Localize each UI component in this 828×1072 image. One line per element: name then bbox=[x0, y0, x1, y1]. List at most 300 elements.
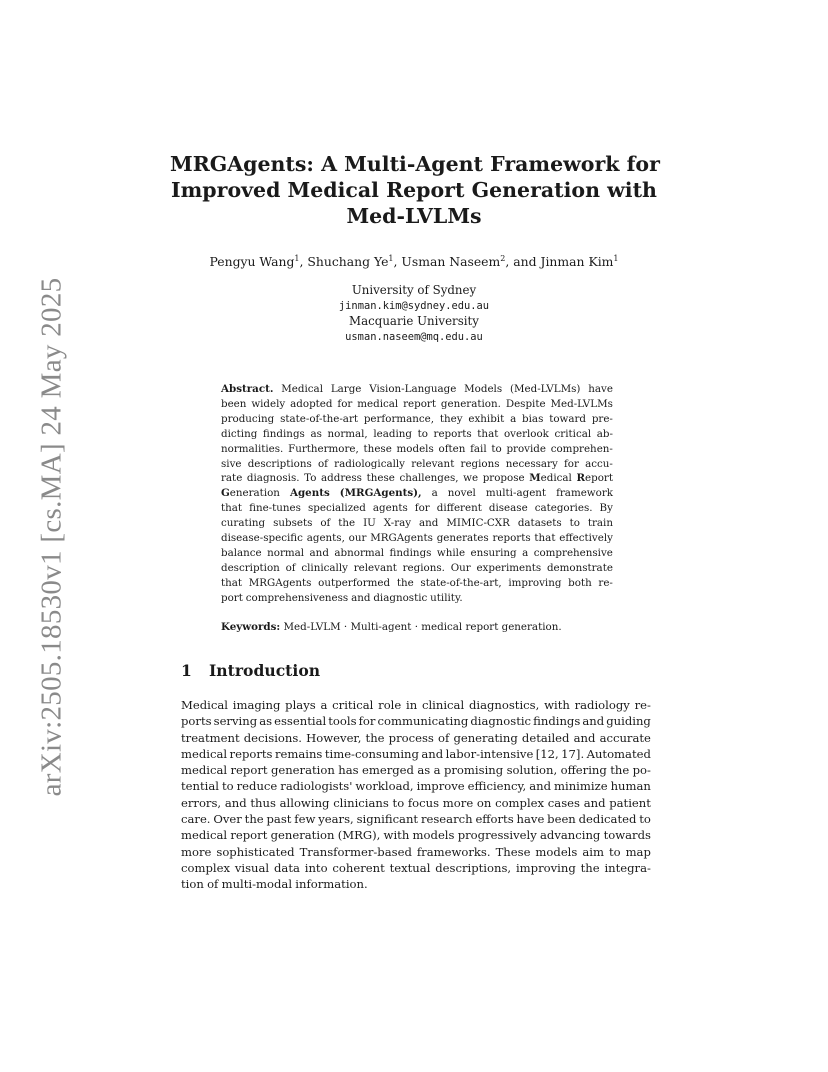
word: decisions. bbox=[243, 730, 302, 745]
word: with bbox=[383, 828, 410, 843]
author-email: jinman.kim@sydney.edu.au bbox=[338, 299, 490, 312]
section-heading bbox=[181, 661, 320, 680]
word: [12, bbox=[535, 746, 559, 761]
word: Med-LVLMs bbox=[550, 397, 613, 410]
word: to bbox=[491, 442, 502, 455]
word: and bbox=[529, 779, 552, 794]
word: for bbox=[358, 714, 376, 729]
word: models bbox=[535, 844, 578, 859]
word: outperformed bbox=[318, 576, 391, 589]
word: and bbox=[421, 746, 444, 761]
word: description bbox=[221, 561, 280, 574]
word: clinically bbox=[301, 561, 348, 574]
word: medical bbox=[181, 763, 228, 778]
word: complex bbox=[495, 795, 545, 810]
word: regions. bbox=[402, 561, 445, 574]
word: accurate bbox=[599, 730, 651, 745]
word: cases bbox=[547, 795, 580, 810]
abstract-line bbox=[221, 561, 613, 576]
word: Transformer-based bbox=[299, 844, 412, 859]
word: that bbox=[221, 576, 243, 589]
introduction-paragraph bbox=[181, 697, 651, 893]
word: coherent bbox=[332, 860, 385, 875]
word: train bbox=[587, 517, 613, 530]
word: categories. bbox=[534, 502, 593, 515]
intro-line bbox=[181, 876, 651, 892]
word: for bbox=[563, 457, 579, 470]
word: to bbox=[639, 812, 651, 827]
word: research bbox=[420, 812, 473, 827]
word: allowing bbox=[279, 795, 330, 810]
word: performance, bbox=[363, 412, 435, 425]
word: to bbox=[221, 779, 234, 794]
word: improving bbox=[515, 860, 576, 875]
word: reports bbox=[433, 427, 472, 440]
intro-line bbox=[181, 762, 651, 778]
abstract-line bbox=[221, 576, 613, 591]
paper-title bbox=[170, 151, 658, 229]
word: MRGAgents bbox=[248, 576, 312, 589]
word: adopted bbox=[290, 397, 333, 410]
word: ab- bbox=[596, 427, 613, 440]
word: different bbox=[436, 502, 482, 515]
word: generating bbox=[453, 730, 518, 745]
abstract-line bbox=[221, 516, 613, 531]
word: tools bbox=[328, 714, 357, 729]
author-email: usman.naseem@mq.edu.au bbox=[345, 330, 483, 343]
word: dicting bbox=[221, 427, 258, 440]
word: state-of-the-art, bbox=[420, 576, 502, 589]
word: thus bbox=[250, 795, 276, 810]
word: subsets bbox=[273, 517, 313, 530]
word: sophisticated bbox=[216, 844, 295, 859]
word: relevant bbox=[353, 561, 397, 574]
word: diagnostics, bbox=[468, 698, 540, 712]
word: critical bbox=[332, 698, 374, 712]
word: significant bbox=[356, 812, 419, 827]
author-affiliation-mark: 1 bbox=[294, 254, 300, 263]
word: the bbox=[396, 576, 414, 589]
word: progressively bbox=[457, 828, 537, 843]
word: generation bbox=[270, 828, 335, 843]
word: frameworks. bbox=[416, 844, 491, 859]
word: aim bbox=[582, 844, 604, 859]
word: comprehensiveness bbox=[245, 591, 349, 604]
word: on bbox=[476, 795, 492, 810]
word: medical bbox=[181, 746, 228, 761]
word: Despite bbox=[505, 397, 546, 410]
word: to bbox=[608, 844, 621, 859]
word: agents, bbox=[306, 532, 345, 545]
word: ensuring bbox=[470, 546, 517, 559]
abstract-line bbox=[221, 501, 613, 516]
word: Automated bbox=[586, 746, 651, 761]
word: Models bbox=[464, 383, 503, 395]
word: map bbox=[625, 844, 651, 859]
word: MRGAgents bbox=[370, 532, 433, 545]
word: more bbox=[181, 844, 212, 859]
abstract-line bbox=[221, 546, 613, 561]
word: po- bbox=[632, 763, 651, 778]
intro-line bbox=[181, 795, 651, 811]
word: years, bbox=[318, 812, 354, 827]
affiliation-name: Macquarie University bbox=[349, 314, 479, 328]
author-name: Pengyu Wang bbox=[209, 254, 295, 270]
word: detailed bbox=[521, 730, 570, 745]
word: plays bbox=[285, 698, 316, 712]
word: clinical bbox=[421, 698, 465, 712]
word: while bbox=[436, 546, 466, 559]
word: of bbox=[320, 517, 331, 530]
word: to bbox=[417, 427, 428, 440]
word: disease-specific bbox=[221, 532, 303, 545]
word: producing bbox=[221, 412, 275, 425]
word: offering bbox=[560, 763, 607, 778]
word: for bbox=[414, 502, 430, 515]
word: minimize bbox=[554, 779, 608, 794]
word: imaging bbox=[232, 698, 281, 712]
word: (MRG), bbox=[337, 828, 381, 843]
word: time-consuming bbox=[324, 746, 419, 761]
intro-line bbox=[181, 827, 651, 843]
word: generation. bbox=[440, 397, 501, 410]
word: experiments bbox=[476, 561, 542, 574]
word: with bbox=[544, 698, 570, 712]
title-line: Med-LVLMs bbox=[346, 204, 482, 228]
word: fine-tunes bbox=[249, 502, 301, 515]
word: few bbox=[294, 812, 316, 827]
word: patient bbox=[609, 795, 651, 810]
word: state-of-the-art bbox=[280, 412, 358, 425]
word: the bbox=[365, 730, 385, 745]
intro-line bbox=[181, 697, 651, 713]
author-separator: , and bbox=[505, 254, 541, 270]
word: report bbox=[230, 763, 268, 778]
abstract-line bbox=[221, 427, 613, 442]
word: in bbox=[406, 698, 418, 712]
word: communicating bbox=[377, 714, 469, 729]
word: regions bbox=[460, 457, 500, 470]
word: tential bbox=[181, 779, 219, 794]
author-name: Usman Naseem bbox=[401, 254, 501, 270]
word: Generation bbox=[221, 487, 280, 500]
word: comprehen- bbox=[550, 442, 613, 455]
word: reports bbox=[229, 746, 273, 761]
keywords-text: Med-LVLM · Multi-agent · medical report generation. bbox=[283, 621, 562, 633]
word: a bbox=[522, 546, 529, 559]
word: X-ray bbox=[383, 517, 412, 530]
word: disease bbox=[488, 502, 528, 515]
word: effectively bbox=[559, 532, 613, 545]
word: address bbox=[321, 472, 362, 485]
word: radiologists' bbox=[280, 779, 353, 794]
word: provide bbox=[506, 442, 546, 455]
word: pre- bbox=[591, 412, 613, 425]
word: as bbox=[417, 763, 431, 778]
word: improving bbox=[508, 576, 562, 589]
word: descriptions bbox=[247, 457, 312, 470]
abstract-line bbox=[221, 486, 613, 501]
word: critical bbox=[554, 427, 592, 440]
word: Medical bbox=[281, 383, 323, 395]
author-list bbox=[170, 254, 658, 269]
word: improve bbox=[416, 779, 465, 794]
word: been bbox=[221, 397, 247, 410]
section-number: 1 bbox=[181, 661, 192, 680]
word: multi-modal bbox=[221, 877, 293, 892]
word: to bbox=[392, 795, 405, 810]
word: the bbox=[244, 812, 264, 827]
word: of bbox=[317, 457, 328, 470]
author-separator: , bbox=[299, 254, 308, 270]
word: integra- bbox=[604, 860, 651, 875]
word: normalities. bbox=[221, 442, 284, 455]
word: port bbox=[221, 591, 243, 604]
word: Medical bbox=[181, 698, 228, 712]
word: tion bbox=[181, 877, 204, 892]
word: emerged bbox=[361, 763, 414, 778]
word: complex bbox=[181, 860, 230, 875]
word: Report bbox=[576, 472, 613, 485]
abstract-line bbox=[221, 412, 613, 427]
intro-line bbox=[181, 860, 651, 876]
title-line: Improved Medical Report Generation with bbox=[171, 178, 657, 202]
word: and bbox=[309, 546, 329, 559]
keywords bbox=[221, 620, 613, 635]
word: as bbox=[259, 714, 273, 729]
word: propose bbox=[482, 472, 525, 485]
word: Agents bbox=[289, 487, 330, 500]
intro-line bbox=[181, 730, 651, 746]
word: been bbox=[547, 812, 576, 827]
word: 17]. bbox=[561, 746, 585, 761]
word: role bbox=[378, 698, 402, 712]
word: visual bbox=[234, 860, 270, 875]
word: relevant bbox=[411, 457, 455, 470]
affiliation-name: University of Sydney bbox=[351, 283, 477, 297]
author-affiliation-mark: 1 bbox=[388, 254, 394, 263]
word: dedicated bbox=[578, 812, 637, 827]
word: Medical bbox=[529, 472, 572, 485]
abstract-line bbox=[221, 382, 613, 397]
word: a bbox=[433, 763, 441, 778]
word: radiologically bbox=[334, 457, 406, 470]
intro-line bbox=[181, 778, 651, 794]
word: past bbox=[266, 812, 292, 827]
word: essential bbox=[274, 714, 327, 729]
word: of bbox=[285, 561, 296, 574]
word: findings bbox=[389, 546, 432, 559]
abstract-line bbox=[221, 442, 613, 457]
word: widely bbox=[251, 397, 286, 410]
word: Over bbox=[213, 812, 242, 827]
word: necessary bbox=[505, 457, 558, 470]
word: more bbox=[442, 795, 474, 810]
word: By bbox=[599, 502, 613, 515]
word: the bbox=[338, 517, 356, 530]
word: that bbox=[534, 532, 556, 545]
word: specialized bbox=[307, 502, 366, 515]
word: have bbox=[588, 383, 613, 395]
word: fail bbox=[470, 442, 487, 455]
word: have bbox=[516, 812, 545, 827]
arxiv-identifier: arXiv:2505.18530v1 [cs.MA] 24 May 2025 bbox=[35, 277, 68, 797]
abstract-line bbox=[221, 531, 613, 546]
word: reduce bbox=[236, 779, 278, 794]
word: for bbox=[337, 397, 353, 410]
word: efficiency, bbox=[467, 779, 527, 794]
word: utility. bbox=[430, 591, 463, 604]
abstract-line bbox=[221, 471, 613, 486]
author-affiliation-mark: 2 bbox=[500, 254, 506, 263]
word: findings bbox=[262, 427, 305, 440]
word: advancing bbox=[539, 828, 601, 843]
word: they bbox=[439, 412, 463, 425]
word: information. bbox=[295, 877, 368, 892]
word: errors, bbox=[181, 795, 222, 810]
word: promising bbox=[443, 763, 504, 778]
word: demonstrate bbox=[546, 561, 613, 574]
word: normal, bbox=[327, 427, 368, 440]
word: solution, bbox=[506, 763, 558, 778]
word: focus bbox=[407, 795, 440, 810]
word: toward bbox=[549, 412, 586, 425]
word: human bbox=[610, 779, 651, 794]
word: Vision-Language bbox=[369, 383, 457, 395]
word: serving bbox=[213, 714, 258, 729]
word: (Med-LVLMs) bbox=[509, 383, 581, 395]
word: (MRGAgents), bbox=[339, 487, 422, 500]
word: process bbox=[388, 730, 434, 745]
title-line: MRGAgents: A Multi-Agent Framework for bbox=[170, 152, 660, 176]
abstract-line bbox=[221, 457, 613, 472]
word: models bbox=[412, 828, 455, 843]
word: normal bbox=[267, 546, 305, 559]
word: the bbox=[610, 763, 630, 778]
intro-line bbox=[181, 746, 651, 762]
word: and bbox=[582, 714, 605, 729]
author-separator: , bbox=[393, 254, 402, 270]
word: agents bbox=[372, 502, 408, 515]
word: labor-intensive bbox=[445, 746, 534, 761]
word: re- bbox=[634, 698, 651, 712]
word: comprehensive bbox=[533, 546, 613, 559]
word: generates bbox=[436, 532, 489, 545]
word: into bbox=[304, 860, 328, 875]
word: our bbox=[348, 532, 367, 545]
word: efforts bbox=[475, 812, 514, 827]
word: of bbox=[438, 730, 450, 745]
word: care. bbox=[181, 812, 211, 827]
abstract-line bbox=[221, 397, 613, 412]
word: medical bbox=[357, 397, 399, 410]
affiliations bbox=[170, 283, 658, 345]
word: report bbox=[403, 397, 436, 410]
abstract-label: Abstract. bbox=[221, 383, 274, 395]
word: novel bbox=[447, 487, 476, 500]
word: diagnostic bbox=[470, 714, 532, 729]
word: a bbox=[320, 698, 328, 712]
word: Large bbox=[330, 383, 362, 395]
section-title: Introduction bbox=[209, 661, 321, 680]
intro-line bbox=[181, 713, 651, 729]
abstract bbox=[221, 382, 613, 606]
word: bias bbox=[522, 412, 544, 425]
word: that bbox=[221, 502, 243, 515]
word: ports bbox=[181, 714, 212, 729]
word: re- bbox=[598, 576, 613, 589]
word: textual bbox=[389, 860, 431, 875]
word: balance bbox=[221, 546, 262, 559]
word: workload, bbox=[355, 779, 414, 794]
word: generation bbox=[270, 763, 335, 778]
word: a bbox=[431, 487, 438, 500]
word: overlook bbox=[503, 427, 549, 440]
author-name: Jinman Kim bbox=[540, 254, 614, 270]
word: MIMIC-CXR bbox=[446, 517, 510, 530]
word: curating bbox=[221, 517, 266, 530]
word: the bbox=[580, 860, 600, 875]
word: to bbox=[569, 517, 580, 530]
keywords-label: Keywords: bbox=[221, 621, 281, 633]
word: diagnosis. bbox=[246, 472, 300, 485]
word: These bbox=[495, 844, 531, 859]
word: accu- bbox=[585, 457, 613, 470]
word: multi-agent bbox=[485, 487, 547, 500]
word: IU bbox=[363, 517, 376, 530]
word: descriptions, bbox=[435, 860, 512, 875]
word: models bbox=[396, 442, 434, 455]
word: we bbox=[463, 472, 479, 485]
word: and bbox=[224, 795, 247, 810]
author-affiliation-mark: 1 bbox=[613, 254, 619, 263]
word: as bbox=[310, 427, 322, 440]
word: data bbox=[273, 860, 300, 875]
word: of bbox=[207, 877, 219, 892]
word: radiology bbox=[574, 698, 630, 712]
word: treatment bbox=[181, 730, 240, 745]
word: medical bbox=[181, 828, 228, 843]
word: rate bbox=[221, 472, 243, 485]
word: often bbox=[438, 442, 466, 455]
word: towards bbox=[603, 828, 651, 843]
word: and bbox=[351, 591, 371, 604]
word: To bbox=[304, 472, 317, 485]
word: abnormal bbox=[334, 546, 385, 559]
word: has bbox=[338, 763, 359, 778]
word: sive bbox=[221, 457, 242, 470]
word: these bbox=[363, 442, 392, 455]
author-name: Shuchang Ye bbox=[307, 254, 389, 270]
word: clinicians bbox=[333, 795, 389, 810]
word: remains bbox=[274, 746, 323, 761]
word: However, bbox=[306, 730, 362, 745]
word: findings bbox=[533, 714, 581, 729]
intro-line bbox=[181, 811, 651, 827]
word: challenges, bbox=[399, 472, 459, 485]
word: that bbox=[477, 427, 499, 440]
word: a bbox=[510, 412, 517, 425]
word: these bbox=[366, 472, 395, 485]
word: guiding bbox=[606, 714, 651, 729]
word: both bbox=[568, 576, 592, 589]
word: exhibit bbox=[468, 412, 505, 425]
word: Furthermore, bbox=[288, 442, 359, 455]
word: diagnostic bbox=[373, 591, 428, 604]
word: Our bbox=[450, 561, 471, 574]
word: datasets bbox=[517, 517, 562, 530]
abstract-line bbox=[221, 591, 613, 606]
